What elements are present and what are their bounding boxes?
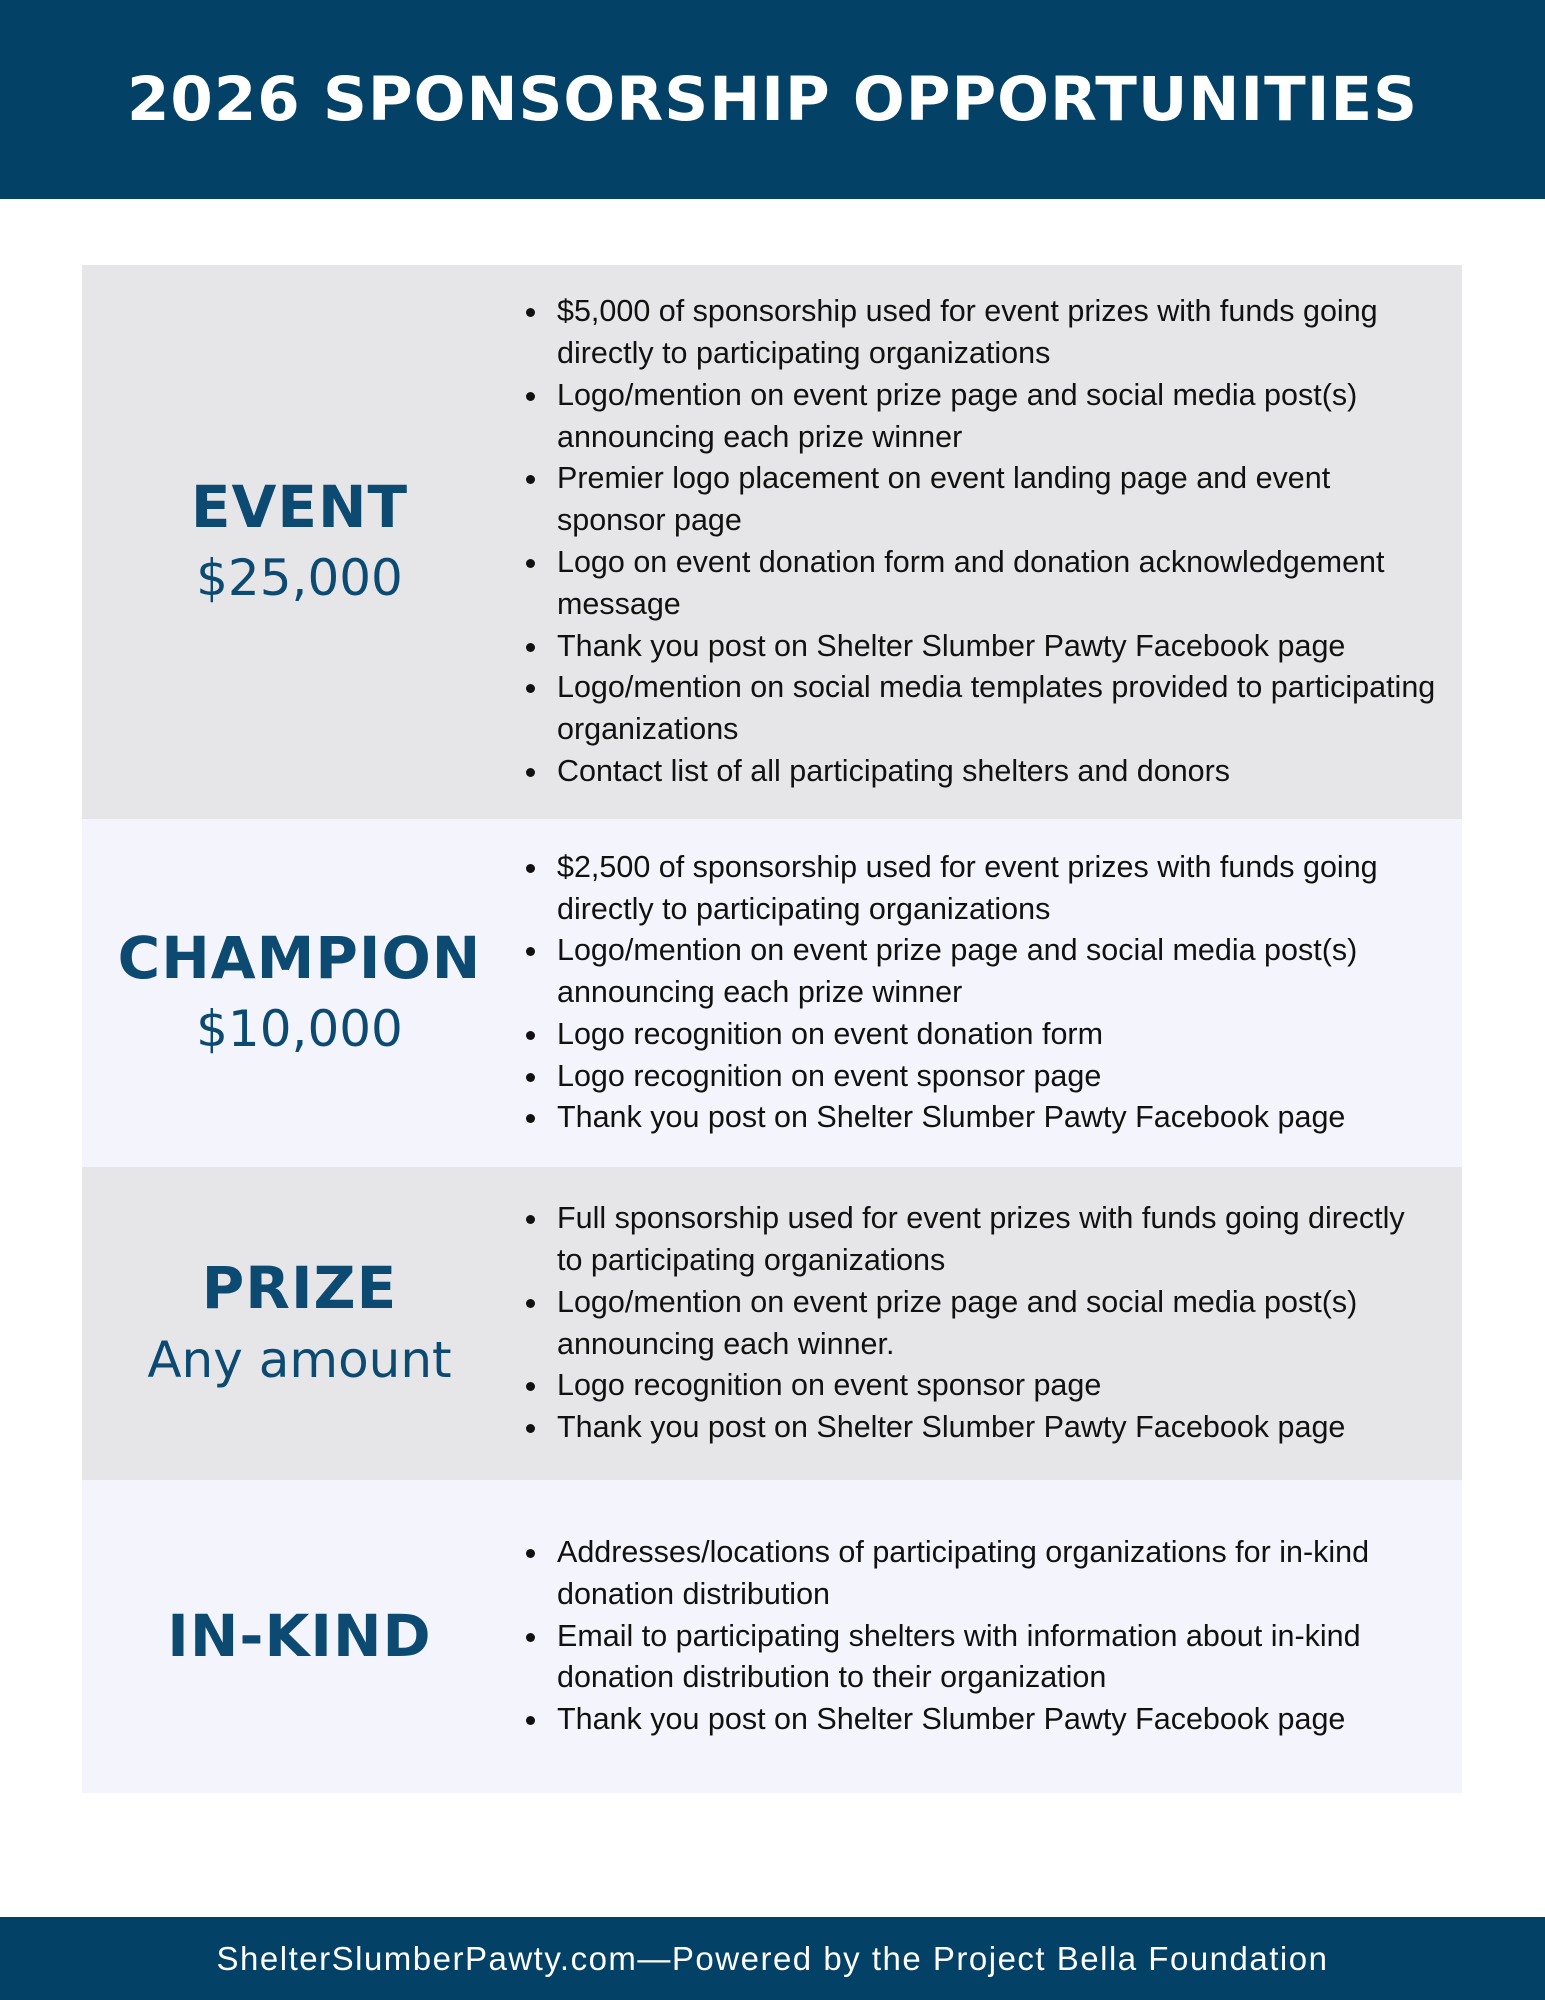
tier-price: Any amount: [147, 1330, 452, 1389]
benefit-item: Addresses/locations of participating organizations for in-kind donation distribution: [557, 1532, 1437, 1616]
benefit-item: Thank you post on Shelter Slumber Pawty Facebook page: [557, 626, 1437, 668]
benefit-item: Logo recognition on event donation form: [557, 1014, 1437, 1056]
benefit-item: Logo/mention on event prize page and social media post(s) announcing each prize winner: [557, 930, 1437, 1014]
benefit-list: [517, 291, 1437, 793]
tier-label: [82, 1480, 517, 1793]
benefit-item: Premier logo placement on event landing page and event sponsor page: [557, 458, 1437, 542]
footer-banner: [0, 1917, 1545, 2000]
benefit-item: Contact list of all participating shelters and donors: [557, 751, 1437, 793]
tier-benefits: [517, 1167, 1462, 1480]
tier-row-prize: [82, 1167, 1462, 1480]
tier-benefits: [517, 1480, 1462, 1793]
tier-label: [82, 819, 517, 1167]
benefit-item: Thank you post on Shelter Slumber Pawty Facebook page: [557, 1097, 1437, 1139]
tier-name: CHAMPION: [117, 923, 482, 992]
benefit-item: Email to participating shelters with information about in-kind donation distribution to their organization: [557, 1616, 1437, 1700]
tier-row-champion: [82, 819, 1462, 1167]
benefit-list: [517, 847, 1437, 1140]
tier-label: [82, 1167, 517, 1480]
tier-benefits: [517, 819, 1462, 1167]
footer-text: ShelterSlumberPawty.com—Powered by the Project Bella Foundation: [216, 1939, 1329, 1977]
benefit-item: Logo recognition on event sponsor page: [557, 1365, 1437, 1407]
benefit-item: Logo/mention on event prize page and social media post(s) announcing each prize winner: [557, 375, 1437, 459]
benefit-item: Logo recognition on event sponsor page: [557, 1056, 1437, 1098]
tier-name: IN-KIND: [167, 1602, 432, 1671]
tier-price: $10,000: [196, 1000, 403, 1059]
benefit-item: $5,000 of sponsorship used for event prizes with funds going directly to participating organizations: [557, 291, 1437, 375]
tier-name: PRIZE: [201, 1254, 398, 1323]
benefit-item: Logo/mention on event prize page and social media post(s) announcing each winner.: [557, 1282, 1437, 1366]
benefit-item: $2,500 of sponsorship used for event prizes with funds going directly to participating organizations: [557, 847, 1437, 931]
benefit-item: Logo/mention on social media templates provided to participating organizations: [557, 667, 1437, 751]
benefit-item: Thank you post on Shelter Slumber Pawty Facebook page: [557, 1699, 1437, 1741]
tier-benefits: [517, 265, 1462, 819]
page-title: 2026 SPONSORSHIP OPPORTUNITIES: [126, 64, 1419, 135]
benefit-list: [517, 1198, 1437, 1449]
tier-row-event: [82, 265, 1462, 819]
benefit-item: Thank you post on Shelter Slumber Pawty Facebook page: [557, 1407, 1437, 1449]
tier-label: [82, 265, 517, 819]
tier-price: $25,000: [196, 549, 403, 608]
benefit-item: Logo on event donation form and donation acknowledgement message: [557, 542, 1437, 626]
benefit-item: Full sponsorship used for event prizes with funds going directly to participating organizations: [557, 1198, 1437, 1282]
header-banner: [0, 0, 1545, 199]
sponsorship-table: [82, 265, 1462, 1793]
benefit-list: [517, 1532, 1437, 1741]
tier-row-in-kind: [82, 1480, 1462, 1793]
tier-name: EVENT: [190, 472, 409, 541]
